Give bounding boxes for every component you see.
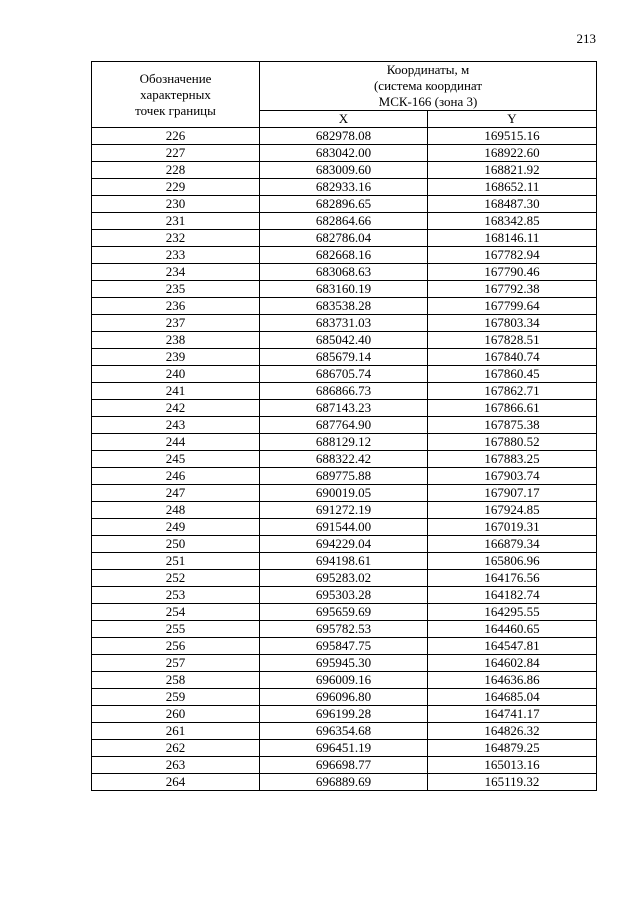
point-cell: 251 [92,553,260,570]
x-cell: 694198.61 [260,553,428,570]
point-cell: 228 [92,162,260,179]
point-cell: 249 [92,519,260,536]
y-cell: 168146.11 [428,230,597,247]
table-row [92,162,597,179]
coords-header-line-2: (система координат [373,78,483,93]
x-cell: 696096.80 [260,689,428,706]
point-cell: 259 [92,689,260,706]
y-cell: 168922.60 [428,145,597,162]
table-row [92,179,597,196]
point-cell: 246 [92,468,260,485]
table-row [92,349,597,366]
point-cell: 261 [92,723,260,740]
table-row [92,757,597,774]
point-cell: 240 [92,366,260,383]
x-cell: 686866.73 [260,383,428,400]
table-row [92,145,597,162]
point-cell: 232 [92,230,260,247]
table-row [92,536,597,553]
x-cell: 691272.19 [260,502,428,519]
table-row [92,247,597,264]
point-cell: 247 [92,485,260,502]
point-designation-header [92,62,260,128]
point-cell: 237 [92,315,260,332]
table-row [92,332,597,349]
table-row [92,689,597,706]
y-cell: 168487.30 [428,196,597,213]
point-cell: 253 [92,587,260,604]
y-cell: 168821.92 [428,162,597,179]
point-cell: 243 [92,417,260,434]
y-cell: 164460.65 [428,621,597,638]
x-cell: 683538.28 [260,298,428,315]
x-cell: 685679.14 [260,349,428,366]
point-cell: 255 [92,621,260,638]
table-row [92,553,597,570]
x-cell: 694229.04 [260,536,428,553]
table-row [92,366,597,383]
point-cell: 238 [92,332,260,349]
x-cell: 695303.28 [260,587,428,604]
x-cell: 687764.90 [260,417,428,434]
table-row [92,281,597,298]
table-row [92,740,597,757]
point-cell: 252 [92,570,260,587]
y-cell: 164685.04 [428,689,597,706]
table-row [92,621,597,638]
x-cell: 695283.02 [260,570,428,587]
y-cell: 167862.71 [428,383,597,400]
x-cell: 696354.68 [260,723,428,740]
y-column-header: Y [428,111,597,128]
point-cell: 234 [92,264,260,281]
x-cell: 683160.19 [260,281,428,298]
x-cell: 695945.30 [260,655,428,672]
point-cell: 258 [92,672,260,689]
point-cell: 239 [92,349,260,366]
x-cell: 690019.05 [260,485,428,502]
y-cell: 164602.84 [428,655,597,672]
x-cell: 682864.66 [260,213,428,230]
y-cell: 164826.32 [428,723,597,740]
table-row [92,298,597,315]
table-header [92,62,597,128]
x-cell: 691544.00 [260,519,428,536]
point-cell: 242 [92,400,260,417]
table-row [92,230,597,247]
y-cell: 167782.94 [428,247,597,264]
coords-header-line-1: Координаты, м [386,62,470,77]
x-cell: 686705.74 [260,366,428,383]
x-cell: 696009.16 [260,672,428,689]
point-header-line-1: Обозначение [139,70,212,86]
page-number: 213 [576,31,596,46]
coords-header-line-3: МСК-166 (зона 3) [378,94,478,109]
point-cell: 256 [92,638,260,655]
y-cell: 167840.74 [428,349,597,366]
table-row [92,417,597,434]
x-cell: 696451.19 [260,740,428,757]
x-cell: 683731.03 [260,315,428,332]
x-cell: 696889.69 [260,774,428,791]
y-cell: 164182.74 [428,587,597,604]
x-cell: 683042.00 [260,145,428,162]
table-row [92,604,597,621]
point-cell: 262 [92,740,260,757]
table-row [92,570,597,587]
point-cell: 260 [92,706,260,723]
y-cell: 165013.16 [428,757,597,774]
coordinates-header [260,62,597,111]
point-cell: 227 [92,145,260,162]
point-header-line-2: характерных [140,86,211,102]
table-row [92,655,597,672]
x-column-header: X [260,111,428,128]
y-cell: 168342.85 [428,213,597,230]
table-row [92,502,597,519]
x-cell: 682933.16 [260,179,428,196]
y-cell: 168652.11 [428,179,597,196]
table-row [92,587,597,604]
table-row [92,485,597,502]
point-cell: 229 [92,179,260,196]
x-cell: 696199.28 [260,706,428,723]
y-cell: 167883.25 [428,451,597,468]
x-cell: 695782.53 [260,621,428,638]
point-cell: 244 [92,434,260,451]
x-cell: 696698.77 [260,757,428,774]
table-row [92,774,597,791]
y-cell: 164295.55 [428,604,597,621]
y-cell: 164879.25 [428,740,597,757]
x-cell: 689775.88 [260,468,428,485]
x-cell: 687143.23 [260,400,428,417]
table-row [92,400,597,417]
y-cell: 169515.16 [428,128,597,145]
y-cell: 167790.46 [428,264,597,281]
y-cell: 167924.85 [428,502,597,519]
table-row [92,383,597,400]
point-cell: 231 [92,213,260,230]
y-cell: 167860.45 [428,366,597,383]
point-cell: 257 [92,655,260,672]
y-cell: 167828.51 [428,332,597,349]
table-row [92,315,597,332]
y-cell: 164547.81 [428,638,597,655]
coordinates-table [91,61,597,791]
table-row [92,451,597,468]
y-cell: 167903.74 [428,468,597,485]
table-row [92,468,597,485]
table-row [92,638,597,655]
x-cell: 683068.63 [260,264,428,281]
y-cell: 166879.34 [428,536,597,553]
point-cell: 250 [92,536,260,553]
table-row [92,672,597,689]
table-row [92,723,597,740]
table-row [92,434,597,451]
table-row [92,519,597,536]
y-cell: 167792.38 [428,281,597,298]
y-cell: 167019.31 [428,519,597,536]
y-cell: 165806.96 [428,553,597,570]
point-header-line-3: точек границы [135,102,216,118]
x-cell: 688322.42 [260,451,428,468]
point-cell: 245 [92,451,260,468]
y-cell: 167875.38 [428,417,597,434]
y-cell: 167866.61 [428,400,597,417]
x-cell: 682896.65 [260,196,428,213]
y-cell: 164176.56 [428,570,597,587]
x-cell: 695847.75 [260,638,428,655]
table-row [92,196,597,213]
x-cell: 688129.12 [260,434,428,451]
y-cell: 167880.52 [428,434,597,451]
point-cell: 230 [92,196,260,213]
table-body [92,128,597,791]
point-cell: 236 [92,298,260,315]
point-cell: 248 [92,502,260,519]
point-cell: 263 [92,757,260,774]
table-row [92,128,597,145]
x-cell: 682978.08 [260,128,428,145]
x-cell: 682786.04 [260,230,428,247]
point-cell: 226 [92,128,260,145]
x-cell: 695659.69 [260,604,428,621]
point-cell: 235 [92,281,260,298]
x-cell: 685042.40 [260,332,428,349]
table-row [92,706,597,723]
point-cell: 241 [92,383,260,400]
y-cell: 164741.17 [428,706,597,723]
x-cell: 683009.60 [260,162,428,179]
y-cell: 164636.86 [428,672,597,689]
point-cell: 264 [92,774,260,791]
y-cell: 167907.17 [428,485,597,502]
x-cell: 682668.16 [260,247,428,264]
y-cell: 167799.64 [428,298,597,315]
y-cell: 167803.34 [428,315,597,332]
y-cell: 165119.32 [428,774,597,791]
point-cell: 233 [92,247,260,264]
point-cell: 254 [92,604,260,621]
table-row [92,264,597,281]
table-row [92,213,597,230]
